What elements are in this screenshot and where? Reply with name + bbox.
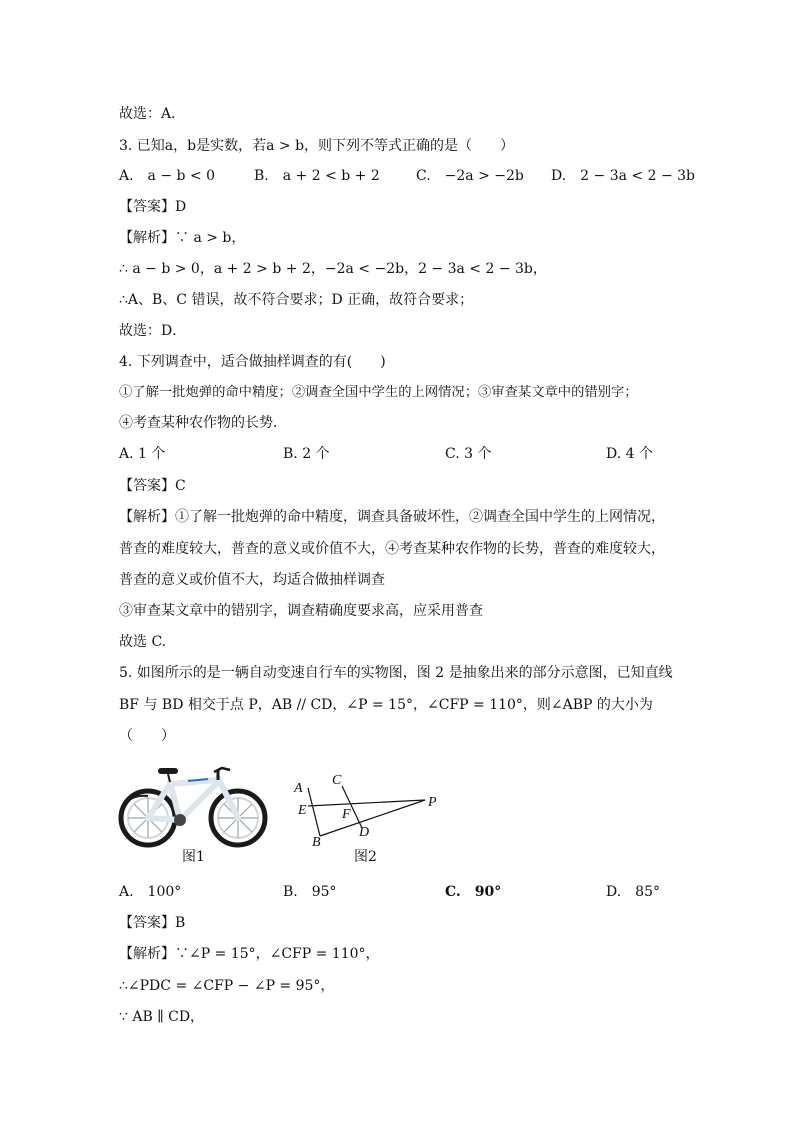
q3-choice: 故选：D． — [119, 323, 187, 339]
q3-analysis-conclusion: ∴A、B、C 错误，故不符合要求；D 正确，故符合要求； — [119, 292, 474, 308]
q4-option-c: C. 3 个 — [445, 446, 492, 462]
point-b-label: B — [312, 835, 321, 850]
segment-bp — [320, 800, 425, 836]
figure-1-caption: 图1 — [182, 849, 205, 865]
answer-choice-line: 故选：A． — [119, 106, 186, 122]
q3-analysis: 【解析】∵ a > b， — [119, 230, 246, 246]
q5-analysis-parallel: ∵ AB ∥ CD， — [119, 1009, 205, 1025]
question-5-bracket: （ ） — [119, 728, 175, 744]
question-3: 3. 已知a，b是实数，若a > b，则下列不等式正确的是（ ） — [119, 138, 515, 154]
q4-analysis-line3: 普查的意义或价值不大，均适合做抽样调查 — [119, 572, 385, 588]
question-5-cont: BF 与 BD 相交于点 P，AB // CD，∠P = 15°，∠CFP = 110°，则∠ABP 的大小为 — [119, 697, 653, 713]
q4-option-b: B. 2 个 — [283, 446, 330, 462]
q3-analysis-step: ∴ a − b > 0，a + 2 > b + 2，−2a < −2b，2 − 3a < 2 − 3b， — [119, 261, 547, 277]
q4-option-a: A. 1 个 — [119, 446, 166, 462]
q4-answer: 【答案】C — [119, 478, 186, 494]
q3-option-d: D. 2 − 3a < 2 − 3b — [551, 168, 696, 184]
question-4: 4. 下列调查中，适合做抽样调查的有( ) — [119, 354, 386, 370]
q5-analysis: 【解析】∵∠P = 15°，∠CFP = 110°， — [119, 946, 380, 962]
point-a-label: A — [294, 781, 303, 796]
segment-ab — [308, 788, 320, 836]
q3-answer: 【答案】D — [119, 199, 187, 215]
point-c-label: C — [332, 773, 342, 788]
point-e-label: E — [298, 803, 307, 818]
q3-option-b: B. a + 2 < b + 2 — [254, 168, 380, 184]
point-f-label: F — [342, 807, 351, 822]
geometry-figure — [288, 768, 448, 850]
q5-analysis-step: ∴∠PDC = ∠CFP − ∠P = 95°， — [119, 978, 335, 994]
question-5: 5. 如图所示的是一辆自动变速自行车的实物图，图 2 是抽象出来的部分示意图，已知直线 — [119, 665, 673, 681]
q4-analysis: 【解析】①了解一批炮弹的命中精度，调查具备破坏性，②调查全国中学生的上网情况， — [119, 509, 665, 525]
q4-items-cont: ④考查某种农作物的长势． — [119, 415, 287, 431]
figure-2-caption: 图2 — [354, 849, 377, 865]
q4-analysis-line2: 普查的难度较大，普查的意义或价值不大，④考查某种农作物的长势，普查的难度较大， — [119, 541, 665, 557]
bicycle-icon — [121, 768, 265, 845]
q5-option-b: B. 95° — [283, 884, 337, 900]
q3-option-a: A. a − b < 0 — [119, 168, 216, 184]
bicycle-figure — [118, 760, 270, 852]
point-d-label: D — [359, 825, 370, 840]
point-p-label: P — [428, 795, 437, 810]
segment-ep — [308, 800, 425, 806]
q4-choice: 故选 C. — [119, 634, 167, 650]
q4-option-d: D. 4 个 — [606, 446, 653, 462]
q5-option-c: C. 90° — [445, 884, 502, 900]
q5-answer: 【答案】B — [119, 915, 186, 931]
q4-analysis-line4: ③审查某文章中的错别字，调查精确度要求高，应采用普查 — [119, 603, 483, 619]
q5-option-a: A. 100° — [119, 884, 182, 900]
q4-items: ①了解一批炮弹的命中精度；②调查全国中学生的上网情况；③审查某文章中的错别字； — [119, 385, 638, 400]
q5-option-d: D. 85° — [606, 884, 660, 900]
q3-option-c: C. −2a > −2b — [416, 168, 524, 184]
